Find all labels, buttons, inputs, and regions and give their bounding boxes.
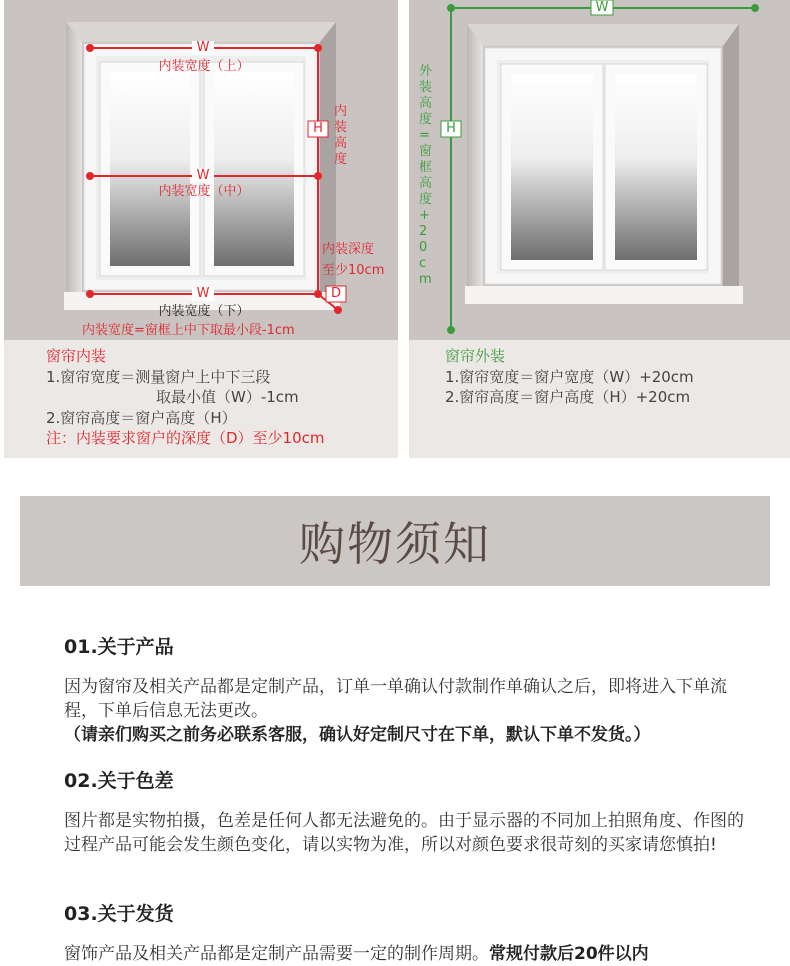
window-illustration-outside: [409, 0, 790, 340]
inside-width-rule-cont: 取最小值（W）-1cm: [156, 388, 299, 406]
section-color-title: 02.关于色差: [64, 770, 174, 792]
inside-width-summary: 内装宽度=窗框上中下取最小段-1cm: [82, 323, 295, 338]
outside-height-rule: 2.窗帘高度＝窗户高度（H）+20cm: [445, 388, 691, 406]
inside-mount-panel: [4, 0, 398, 458]
width-mid-label: 内装宽度（中）: [158, 184, 250, 199]
depth-label-1: 内装深度: [322, 242, 375, 257]
width-bottom-letter: W: [196, 286, 210, 301]
section-product-body: 因为窗帘及相关产品都是定制产品，订单一单确认付款制作单确认之后，即将进入下单流程，下单后信息无法更改。: [64, 677, 727, 721]
section-color-difference: [64, 766, 744, 857]
section-product-title: 01.关于产品: [64, 636, 174, 658]
outside-height-letter: H: [446, 121, 456, 136]
section-shipping: [64, 899, 744, 966]
width-top-label: 内装宽度（上）: [158, 59, 250, 74]
inside-mount-instructions: [4, 340, 398, 458]
depth-letter: D: [330, 286, 341, 301]
section-product-bold-note: （请亲们购买之前务必联系客服，确认好定制尺寸在下单，默认下单不发货。）: [64, 725, 651, 745]
outside-height-label: 外装高度=窗框高度+20cm: [419, 64, 433, 287]
inside-mount-diagram: [4, 0, 398, 340]
banner-title: 购物须知: [299, 517, 491, 571]
outside-mount-instructions: [409, 340, 790, 458]
section-shipping-body: 窗饰产品及相关产品都是定制产品需要一定的制作周期。: [64, 944, 489, 964]
section-product: [64, 632, 744, 747]
inside-width-rule: 1.窗帘宽度＝测量窗户上中下三段: [46, 367, 271, 386]
depth-label-2: 至少10cm: [322, 263, 385, 278]
section-shipping-bold: 常规付款后20件以内: [489, 944, 649, 964]
section-shipping-title: 03.关于发货: [64, 903, 174, 925]
shopping-notice-banner: [20, 496, 770, 586]
outside-width-rule: 1.窗帘宽度＝窗户宽度（W）+20cm: [445, 367, 694, 386]
outside-width-letter: W: [595, 0, 609, 15]
outside-mount-diagram: [409, 0, 790, 340]
width-top-letter: W: [196, 40, 210, 55]
width-mid-letter: W: [196, 168, 210, 183]
inside-height-rule: 2.窗帘高度＝窗户高度（H）: [46, 408, 237, 427]
inside-mount-title: 窗帘内装: [46, 347, 107, 365]
section-color-body: 图片都是实物拍摄，色差是任何人都无法避免的。由于显示器的不同加上拍照角度、作图的过程产品可能会发生颜色变化，请以实物为准，所以对颜色要求很苛刻的买家请您慎拍!: [64, 811, 744, 855]
inside-depth-note: 注：内装要求窗户的深度（D）至少10cm: [46, 429, 325, 447]
height-letter: H: [313, 121, 323, 136]
width-bottom-label: 内装宽度（下）: [158, 304, 250, 319]
height-label: 内装高度: [334, 104, 348, 167]
outside-mount-title: 窗帘外装: [445, 347, 506, 365]
outside-mount-panel: [409, 0, 790, 458]
